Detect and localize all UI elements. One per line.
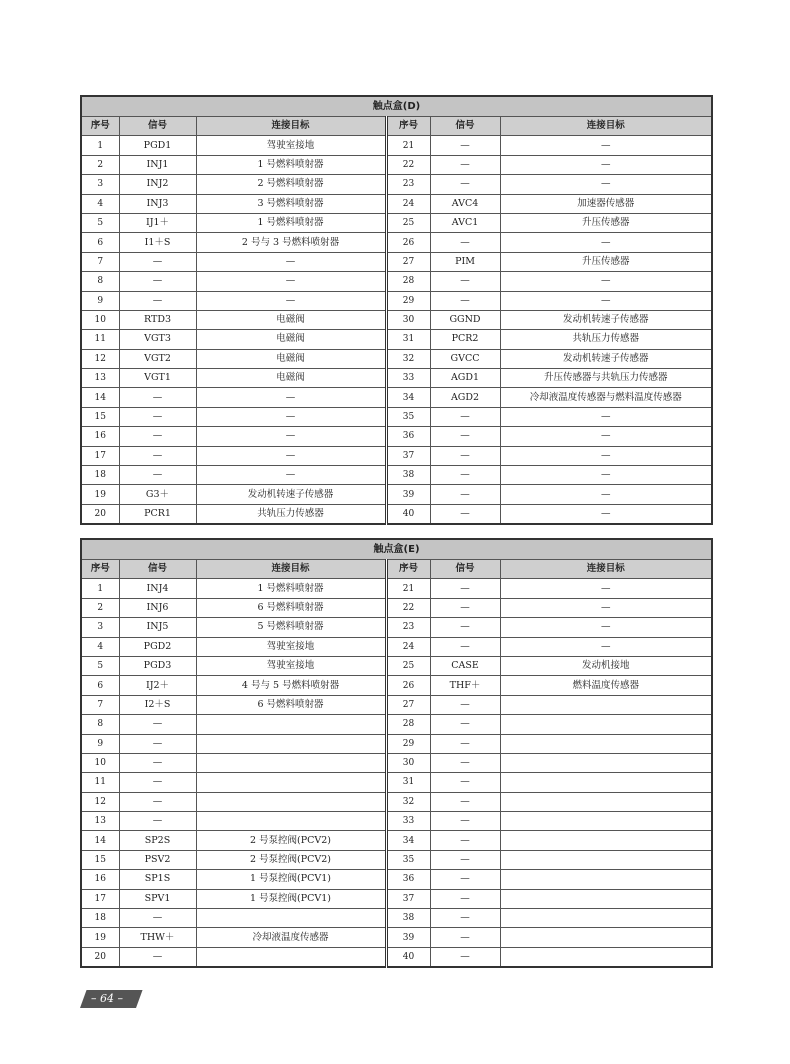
- cell-signal: INJ1: [119, 155, 196, 174]
- cell-signal: —: [430, 753, 500, 772]
- cell-target: [500, 909, 712, 928]
- cell-target: —: [196, 466, 386, 485]
- cell-target: 电磁阀: [196, 310, 386, 329]
- cell-target: 电磁阀: [196, 349, 386, 368]
- cell-signal: —: [430, 947, 500, 967]
- cell-index: 9: [81, 291, 119, 310]
- header-target: 连接目标: [500, 117, 712, 136]
- table-row: [81, 194, 712, 213]
- cell-signal: IJ1＋: [119, 213, 196, 232]
- table-row: [81, 369, 712, 388]
- cell-index: 17: [81, 889, 119, 908]
- cell-target: 加速器传感器: [500, 194, 712, 213]
- cell-target: 共轨压力传感器: [500, 330, 712, 349]
- table-row: [81, 928, 712, 947]
- table-row: [81, 831, 712, 850]
- cell-target: 发动机转速子传感器: [500, 310, 712, 329]
- cell-target: 电磁阀: [196, 330, 386, 349]
- cell-target: 2 号燃料喷射器: [196, 175, 386, 194]
- cell-target: 发动机接地: [500, 656, 712, 675]
- cell-target: —: [500, 598, 712, 617]
- cell-target: [196, 753, 386, 772]
- cell-target: [500, 928, 712, 947]
- cell-index: 1: [81, 579, 119, 598]
- table-row: [81, 446, 712, 465]
- cell-target: —: [500, 291, 712, 310]
- cell-signal: —: [430, 504, 500, 524]
- cell-signal: —: [430, 136, 500, 155]
- cell-target: 冷却液温度传感器与燃料温度传感器: [500, 388, 712, 407]
- cell-signal: AVC1: [430, 213, 500, 232]
- table-row: [81, 388, 712, 407]
- cell-target: 2 号与 3 号燃料喷射器: [196, 233, 386, 252]
- cell-target: [500, 695, 712, 714]
- cell-index: 5: [81, 656, 119, 675]
- cell-index: 11: [81, 773, 119, 792]
- table-row: [81, 485, 712, 504]
- cell-signal: —: [119, 466, 196, 485]
- cell-signal: CASE: [430, 656, 500, 675]
- cell-target: [500, 792, 712, 811]
- cell-index: 32: [386, 792, 430, 811]
- cell-index: 2: [81, 155, 119, 174]
- cell-index: 2: [81, 598, 119, 617]
- cell-target: [500, 773, 712, 792]
- cell-target: [500, 734, 712, 753]
- cell-index: 26: [386, 233, 430, 252]
- contact-box-e-table: [80, 538, 713, 968]
- cell-index: 28: [386, 715, 430, 734]
- cell-index: 7: [81, 695, 119, 714]
- cell-index: 26: [386, 676, 430, 695]
- cell-signal: THF＋: [430, 676, 500, 695]
- header-index: 序号: [386, 560, 430, 579]
- cell-target: 1 号燃料喷射器: [196, 579, 386, 598]
- cell-index: 40: [386, 947, 430, 967]
- cell-target: 6 号燃料喷射器: [196, 695, 386, 714]
- header-signal: 信号: [430, 560, 500, 579]
- table-row: [81, 427, 712, 446]
- cell-index: 14: [81, 388, 119, 407]
- cell-signal: —: [430, 812, 500, 831]
- cell-signal: —: [119, 812, 196, 831]
- cell-target: 2 号泵控阀(PCV2): [196, 831, 386, 850]
- header-target: 连接目标: [500, 560, 712, 579]
- cell-index: 7: [81, 252, 119, 271]
- cell-target: [500, 870, 712, 889]
- cell-index: 4: [81, 637, 119, 656]
- cell-index: 18: [81, 909, 119, 928]
- cell-index: 38: [386, 909, 430, 928]
- cell-target: 发动机转速子传感器: [500, 349, 712, 368]
- cell-target: —: [500, 466, 712, 485]
- cell-index: 34: [386, 388, 430, 407]
- cell-index: 36: [386, 427, 430, 446]
- cell-signal: INJ5: [119, 618, 196, 637]
- table-row: [81, 291, 712, 310]
- cell-index: 13: [81, 812, 119, 831]
- cell-index: 19: [81, 485, 119, 504]
- cell-index: 21: [386, 136, 430, 155]
- cell-signal: —: [430, 155, 500, 174]
- table-row: [81, 715, 712, 734]
- header-target: 连接目标: [196, 117, 386, 136]
- cell-signal: PGD2: [119, 637, 196, 656]
- cell-signal: —: [430, 598, 500, 617]
- cell-signal: —: [119, 427, 196, 446]
- cell-target: 6 号燃料喷射器: [196, 598, 386, 617]
- cell-signal: —: [430, 889, 500, 908]
- cell-target: —: [196, 427, 386, 446]
- cell-index: 12: [81, 349, 119, 368]
- table-row: [81, 889, 712, 908]
- cell-index: 9: [81, 734, 119, 753]
- cell-index: 29: [386, 291, 430, 310]
- cell-index: 37: [386, 889, 430, 908]
- cell-signal: VGT2: [119, 349, 196, 368]
- cell-index: 19: [81, 928, 119, 947]
- table-row: [81, 252, 712, 271]
- cell-signal: —: [430, 909, 500, 928]
- cell-signal: I2＋S: [119, 695, 196, 714]
- cell-index: 32: [386, 349, 430, 368]
- table-row: [81, 753, 712, 772]
- cell-signal: G3＋: [119, 485, 196, 504]
- cell-signal: —: [119, 252, 196, 271]
- cell-index: 23: [386, 618, 430, 637]
- cell-target: —: [500, 175, 712, 194]
- cell-index: 28: [386, 272, 430, 291]
- cell-signal: PGD1: [119, 136, 196, 155]
- cell-target: —: [500, 485, 712, 504]
- cell-signal: I1＋S: [119, 233, 196, 252]
- cell-signal: —: [430, 175, 500, 194]
- table-row: [81, 773, 712, 792]
- table-d-title: 触点盒(D): [81, 96, 712, 117]
- cell-signal: —: [430, 579, 500, 598]
- table-row: [81, 155, 712, 174]
- cell-signal: —: [119, 909, 196, 928]
- table-row: [81, 466, 712, 485]
- cell-target: 驾驶室接地: [196, 637, 386, 656]
- cell-index: 6: [81, 233, 119, 252]
- cell-target: 5 号燃料喷射器: [196, 618, 386, 637]
- cell-target: —: [196, 252, 386, 271]
- cell-target: 升压传感器: [500, 213, 712, 232]
- cell-index: 31: [386, 330, 430, 349]
- cell-target: —: [500, 272, 712, 291]
- cell-target: 1 号燃料喷射器: [196, 155, 386, 174]
- cell-index: 8: [81, 715, 119, 734]
- cell-target: —: [500, 446, 712, 465]
- cell-signal: —: [430, 485, 500, 504]
- cell-signal: —: [119, 753, 196, 772]
- header-signal: 信号: [430, 117, 500, 136]
- cell-target: [196, 812, 386, 831]
- cell-signal: —: [119, 407, 196, 426]
- cell-index: 40: [386, 504, 430, 524]
- cell-index: 27: [386, 252, 430, 271]
- cell-signal: —: [430, 407, 500, 426]
- table-row: [81, 136, 712, 155]
- cell-index: 12: [81, 792, 119, 811]
- cell-target: —: [500, 155, 712, 174]
- cell-target: [500, 753, 712, 772]
- cell-target: [500, 850, 712, 869]
- cell-target: —: [500, 579, 712, 598]
- header-target: 连接目标: [196, 560, 386, 579]
- cell-index: 17: [81, 446, 119, 465]
- cell-signal: —: [430, 928, 500, 947]
- cell-signal: —: [119, 773, 196, 792]
- cell-signal: —: [119, 388, 196, 407]
- cell-target: 驾驶室接地: [196, 136, 386, 155]
- cell-index: 18: [81, 466, 119, 485]
- cell-target: —: [500, 427, 712, 446]
- cell-target: —: [500, 504, 712, 524]
- cell-signal: IJ2＋: [119, 676, 196, 695]
- cell-index: 38: [386, 466, 430, 485]
- cell-target: 1 号泵控阀(PCV1): [196, 870, 386, 889]
- cell-target: —: [196, 291, 386, 310]
- cell-signal: GVCC: [430, 349, 500, 368]
- table-row: [81, 656, 712, 675]
- cell-signal: PIM: [430, 252, 500, 271]
- cell-signal: —: [430, 773, 500, 792]
- header-index: 序号: [81, 117, 119, 136]
- cell-index: 15: [81, 850, 119, 869]
- contact-box-d-table: [80, 95, 713, 525]
- table-row: [81, 598, 712, 617]
- cell-target: [196, 715, 386, 734]
- cell-signal: —: [430, 734, 500, 753]
- cell-signal: PCR2: [430, 330, 500, 349]
- cell-index: 10: [81, 753, 119, 772]
- cell-index: 4: [81, 194, 119, 213]
- cell-signal: —: [430, 870, 500, 889]
- cell-index: 39: [386, 485, 430, 504]
- cell-signal: —: [430, 792, 500, 811]
- cell-signal: INJ2: [119, 175, 196, 194]
- cell-target: [196, 773, 386, 792]
- table-row: [81, 792, 712, 811]
- cell-index: 23: [386, 175, 430, 194]
- cell-signal: RTD3: [119, 310, 196, 329]
- cell-signal: SP1S: [119, 870, 196, 889]
- cell-index: 3: [81, 175, 119, 194]
- cell-signal: —: [430, 291, 500, 310]
- header-index: 序号: [81, 560, 119, 579]
- cell-signal: PGD3: [119, 656, 196, 675]
- cell-signal: —: [430, 466, 500, 485]
- header-signal: 信号: [119, 117, 196, 136]
- cell-target: [500, 715, 712, 734]
- table-row: [81, 407, 712, 426]
- cell-signal: PCR1: [119, 504, 196, 524]
- cell-target: 驾驶室接地: [196, 656, 386, 675]
- cell-index: 3: [81, 618, 119, 637]
- cell-signal: —: [430, 446, 500, 465]
- cell-index: 5: [81, 213, 119, 232]
- cell-signal: —: [119, 446, 196, 465]
- cell-target: [500, 812, 712, 831]
- cell-signal: —: [119, 792, 196, 811]
- cell-index: 39: [386, 928, 430, 947]
- cell-index: 34: [386, 831, 430, 850]
- table-row: [81, 310, 712, 329]
- page-number: – 64 –: [91, 992, 123, 1005]
- cell-signal: —: [119, 947, 196, 967]
- cell-index: 37: [386, 446, 430, 465]
- cell-target: 升压传感器与共轨压力传感器: [500, 369, 712, 388]
- cell-target: 燃料温度传感器: [500, 676, 712, 695]
- table-row: [81, 947, 712, 967]
- cell-index: 31: [386, 773, 430, 792]
- cell-target: [196, 947, 386, 967]
- cell-signal: THW＋: [119, 928, 196, 947]
- cell-signal: —: [430, 427, 500, 446]
- cell-target: [500, 947, 712, 967]
- cell-target: 电磁阀: [196, 369, 386, 388]
- cell-signal: —: [430, 272, 500, 291]
- cell-index: 33: [386, 369, 430, 388]
- table-row: [81, 618, 712, 637]
- cell-target: [196, 734, 386, 753]
- cell-index: 16: [81, 427, 119, 446]
- cell-index: 36: [386, 870, 430, 889]
- cell-index: 8: [81, 272, 119, 291]
- cell-index: 25: [386, 656, 430, 675]
- table-row: [81, 695, 712, 714]
- table-row: [81, 213, 712, 232]
- cell-signal: —: [119, 734, 196, 753]
- cell-index: 24: [386, 194, 430, 213]
- cell-target: 升压传感器: [500, 252, 712, 271]
- cell-signal: INJ6: [119, 598, 196, 617]
- cell-signal: AVC4: [430, 194, 500, 213]
- cell-index: 15: [81, 407, 119, 426]
- cell-signal: —: [119, 291, 196, 310]
- table-row: [81, 233, 712, 252]
- table-row: [81, 579, 712, 598]
- cell-signal: —: [119, 715, 196, 734]
- cell-signal: —: [430, 637, 500, 656]
- cell-index: 16: [81, 870, 119, 889]
- cell-target: 发动机转速子传感器: [196, 485, 386, 504]
- cell-signal: VGT3: [119, 330, 196, 349]
- cell-index: 35: [386, 407, 430, 426]
- cell-target: [500, 831, 712, 850]
- cell-index: 6: [81, 676, 119, 695]
- cell-signal: —: [430, 831, 500, 850]
- cell-index: 35: [386, 850, 430, 869]
- cell-signal: AGD2: [430, 388, 500, 407]
- cell-index: 30: [386, 310, 430, 329]
- table-row: [81, 272, 712, 291]
- cell-index: 33: [386, 812, 430, 831]
- table-row: [81, 175, 712, 194]
- cell-index: 29: [386, 734, 430, 753]
- cell-signal: VGT1: [119, 369, 196, 388]
- cell-signal: SP2S: [119, 831, 196, 850]
- cell-target: [196, 909, 386, 928]
- table-row: [81, 850, 712, 869]
- cell-index: 13: [81, 369, 119, 388]
- table-row: [81, 637, 712, 656]
- cell-index: 20: [81, 504, 119, 524]
- cell-target: [196, 792, 386, 811]
- cell-index: 10: [81, 310, 119, 329]
- cell-target: 1 号泵控阀(PCV1): [196, 889, 386, 908]
- table-row: [81, 870, 712, 889]
- table-row: [81, 676, 712, 695]
- cell-target: 2 号泵控阀(PCV2): [196, 850, 386, 869]
- cell-target: [500, 889, 712, 908]
- cell-index: 21: [386, 579, 430, 598]
- cell-target: 3 号燃料喷射器: [196, 194, 386, 213]
- cell-signal: —: [430, 618, 500, 637]
- header-index: 序号: [386, 117, 430, 136]
- cell-index: 24: [386, 637, 430, 656]
- cell-target: —: [196, 388, 386, 407]
- cell-index: 30: [386, 753, 430, 772]
- cell-signal: SPV1: [119, 889, 196, 908]
- cell-index: 11: [81, 330, 119, 349]
- table-row: [81, 504, 712, 524]
- cell-index: 27: [386, 695, 430, 714]
- cell-signal: GGND: [430, 310, 500, 329]
- cell-index: 14: [81, 831, 119, 850]
- table-row: [81, 349, 712, 368]
- cell-signal: —: [119, 272, 196, 291]
- cell-signal: —: [430, 233, 500, 252]
- cell-target: 1 号燃料喷射器: [196, 213, 386, 232]
- header-signal: 信号: [119, 560, 196, 579]
- cell-signal: AGD1: [430, 369, 500, 388]
- cell-index: 20: [81, 947, 119, 967]
- cell-target: —: [500, 233, 712, 252]
- cell-target: 4 号与 5 号燃料喷射器: [196, 676, 386, 695]
- table-row: [81, 734, 712, 753]
- cell-target: —: [500, 407, 712, 426]
- cell-index: 25: [386, 213, 430, 232]
- cell-signal: PSV2: [119, 850, 196, 869]
- cell-signal: INJ3: [119, 194, 196, 213]
- cell-target: 共轨压力传感器: [196, 504, 386, 524]
- cell-signal: INJ4: [119, 579, 196, 598]
- table-row: [81, 909, 712, 928]
- table-e-title: 触点盒(E): [81, 539, 712, 560]
- cell-signal: —: [430, 695, 500, 714]
- cell-target: —: [196, 446, 386, 465]
- cell-index: 22: [386, 598, 430, 617]
- cell-target: —: [500, 618, 712, 637]
- cell-index: 1: [81, 136, 119, 155]
- cell-target: 冷却液温度传感器: [196, 928, 386, 947]
- cell-target: —: [500, 136, 712, 155]
- table-row: [81, 330, 712, 349]
- cell-target: —: [196, 407, 386, 426]
- cell-target: —: [196, 272, 386, 291]
- cell-index: 22: [386, 155, 430, 174]
- cell-signal: —: [430, 850, 500, 869]
- cell-signal: —: [430, 715, 500, 734]
- cell-target: —: [500, 637, 712, 656]
- table-row: [81, 812, 712, 831]
